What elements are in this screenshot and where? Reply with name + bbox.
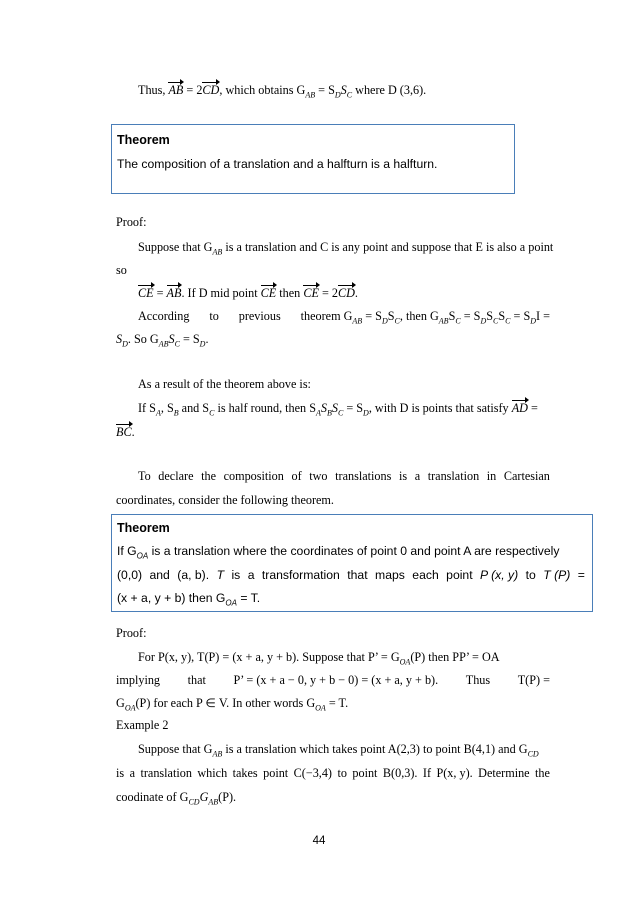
subscript: C [346, 90, 353, 100]
theorem-title: Theorem [117, 521, 170, 535]
text-run: then [276, 286, 304, 300]
proof-heading: Proof: [116, 626, 147, 640]
text-run: S [340, 83, 347, 97]
proof2-line3: $G_{OA}(P)$ for each P ∈ V. In other words $G_{OA} = T$. [116, 696, 349, 713]
proof1-line5: $S_D$. So $G_{AB}S_C = S_D$. [116, 332, 209, 349]
vector-cd: CD [202, 83, 220, 97]
vector-ab: AB [168, 83, 184, 97]
result-line2: If $S_A$, $S_B$ and $S_C$ is half round, then $S_AS_BS_C = S_D$, with D is points that satisfy AD = [138, 401, 538, 418]
text-run: is a translation and C is any point and suppose that E is also a point [222, 240, 554, 254]
text-run: Thus, [138, 83, 169, 97]
word: to [209, 309, 219, 323]
formula: theorem $G_{AB} = S_DS_C$, then $G_{AB}S_C = S_DS_CS_C = S_DI$ = [300, 309, 550, 326]
proof1-line4 [138, 308, 550, 329]
theorem2-line1: If $G_{OA}$ is a translation where the coordinates of point 0 and point A are respectively [117, 544, 560, 561]
word: previous [238, 309, 281, 323]
text-run: = 2 [183, 83, 203, 97]
thus-line [138, 82, 426, 103]
example-line2: is a translation which takes point C(−3,4) to point B(0,3). If P(x, y). Determine the [116, 766, 550, 780]
text-run: . If D mid point [181, 286, 261, 300]
proof2-line1: For P(x, y), T(P) = (x + a, y + b). Suppose that P’ = $G_{OA}(P)$ then PP’ = OA [138, 650, 500, 667]
declare-line2: coordinates, consider the following theorem. [116, 493, 334, 507]
example-heading: Example 2 [116, 718, 169, 732]
result-intro: As a result of the theorem above is: [138, 377, 311, 391]
proof-heading: Proof: [116, 215, 147, 229]
proof1-line3 [138, 285, 358, 301]
vector-ab: AB [166, 286, 182, 300]
text-run: where D (3,6). [352, 83, 427, 97]
example-line3: coodinate of $G_{CD}G_{AB}(P)$. [116, 790, 237, 807]
vector-bc: BC [116, 425, 132, 439]
text-run: Suppose that G [138, 240, 213, 254]
proof1-line1 [138, 239, 553, 260]
example-line1: Suppose that $G_{AB}$ is a translation which takes point A(2,3) to point B(4,1) and $G_{CD}$ [138, 742, 539, 759]
theorem2-line3: (x + a, y + b) then $G_{OA} = T$. [117, 591, 261, 608]
vector-ce: CE [260, 286, 277, 300]
theorem-title: Theorem [117, 133, 170, 147]
word: According [138, 309, 190, 323]
vector-ce: CE [303, 286, 319, 300]
proof2-line2: implying that P’ = (x + a − 0, y + b − 0) = (x + a, y + b). Thus T(P) = [116, 673, 550, 687]
text-run: = S [315, 83, 335, 97]
vector-cd: CD [337, 286, 355, 300]
subscript: AB [305, 90, 316, 100]
vector-ce: CE [138, 286, 154, 300]
page-number: 44 [312, 835, 326, 847]
subscript: AB [212, 247, 223, 257]
declare-line1: To declare the composition of two translations is a translation in Cartesian [138, 469, 550, 483]
result-line3: BC. [116, 425, 135, 439]
proof1-line2: so [116, 263, 127, 277]
vector-ad: AD [511, 401, 528, 415]
theorem-box-2 [111, 514, 593, 612]
theorem2-line2: (0,0) and (a, b). T is a transformation that maps each point P (x, y) to T (P) = [117, 568, 585, 582]
text-run: , which obtains G [219, 83, 306, 97]
subscript: D [334, 90, 341, 100]
text-run: . [354, 286, 358, 300]
text-run: = [153, 286, 167, 300]
theorem-statement: The composition of a translation and a halfturn is a halfturn. [117, 157, 438, 171]
text-run: = 2 [318, 286, 338, 300]
theorem-box-1 [111, 124, 515, 194]
